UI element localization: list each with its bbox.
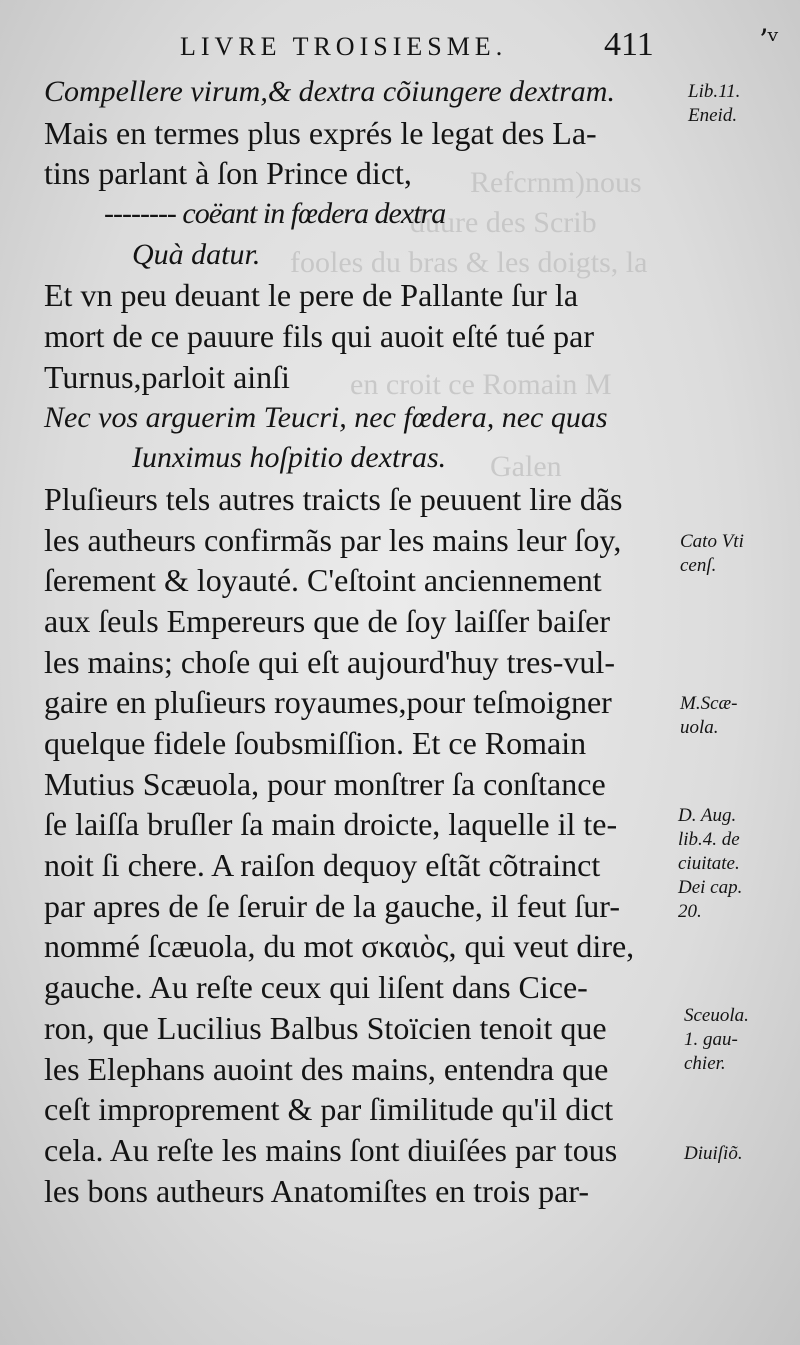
text-line: cela. Au reſte les mains ſont diuiſées par tous — [44, 1131, 618, 1168]
text-line: Et vn peu deuant le pere de Pallante ſur la — [44, 277, 579, 314]
marginal-note: Sceuola. 1. gau- chier. — [684, 1005, 749, 1074]
text-line: aux ſeuls Empereurs que de ſoy laiſſer baiſer — [44, 602, 611, 639]
text-line: quelque fidele ſoubsmiſſion. Et ce Romain — [44, 725, 587, 761]
text-line: les autheurs confirmãs par les mains leur ſoy, — [44, 521, 622, 558]
show-through-text: en croit ce Romain M — [350, 368, 612, 401]
marginal-note: Cato Vti cenſ. — [680, 531, 744, 576]
text-line: Quà datur. — [132, 237, 261, 271]
text-line: Iunximus hoſpitio dextras. — [132, 441, 447, 475]
text-line: les mains; choſe qui eſt aujourd'huy tres-vul- — [44, 643, 615, 680]
text-line: ron, que Lucilius Balbus Stoïcien tenoit que — [44, 1009, 607, 1046]
text-line: gauche. Au reſte ceux qui liſent dans Cice- — [44, 969, 588, 1006]
text-line: nommé ſcæuola, du mot σκαιὸς, qui veut dire, — [44, 928, 635, 965]
text-line: -------- coëant in fœdera dextra — [104, 197, 446, 231]
text-line: Turnus,parloit ainſi — [44, 358, 290, 395]
page-number: 411 — [604, 26, 654, 63]
marginal-note: M.Scæ- uola. — [680, 693, 738, 738]
text-line: Nec vos arguerim Teucri, nec fœdera, nec quas — [44, 400, 608, 434]
text-line: ſerement & loyauté. C'eſtoint anciennement — [44, 562, 602, 599]
text-line: tins parlant à ſon Prince dict, — [44, 155, 412, 192]
show-through-text: Refcrnm)nous — [470, 166, 642, 199]
text-line: Compellere virum,& dextra cõiungere dextram. — [44, 75, 615, 108]
text-line: noit ſi chere. A raiſon dequoy eſtãt cõtrainct — [44, 847, 601, 884]
corner-mark: ʼᵛ — [758, 24, 779, 59]
body-text — [44, 72, 684, 1211]
text-line: les Elephans auoint des mains, entendra que — [44, 1050, 609, 1087]
text-line: Mutius Scæuola, pour monſtrer ſa conſtance — [44, 765, 606, 802]
text-line: par apres de ſe ſeruir de la gauche, il feut ſur- — [44, 887, 620, 924]
marginal-note: Diuiſiõ. — [684, 1143, 743, 1164]
show-through-text: duure des Scrib — [410, 206, 597, 239]
text-line: gaire en pluſieurs royaumes,pour teſmoigner — [44, 684, 612, 721]
text-line: les bons autheurs Anatomiſtes en trois par- — [44, 1172, 590, 1209]
show-through-text: Galen — [490, 450, 562, 483]
text-line: ceſt improprement & par ſimilitude qu'il dict — [44, 1091, 614, 1128]
marginal-note: D. Aug. lib.4. de ciuitate. Dei cap. 20. — [678, 805, 743, 922]
page-header — [180, 24, 779, 72]
marginal-note: Lib.11. Eneid. — [688, 81, 741, 126]
running-head: LIVRE TROISIESME. — [180, 32, 508, 61]
text-line: Pluſieurs tels autres traicts ſe peuuent lire dãs — [44, 480, 623, 517]
show-through-text: fooles du bras & les doigts, la — [290, 246, 648, 279]
text-line: Mais en termes plus exprés le legat des La- — [44, 114, 597, 151]
text-line: mort de ce pauure fils qui auoit eſté tué par — [44, 318, 595, 355]
text-line: ſe laiſſa bruſler ſa main droicte, laquelle il te- — [44, 806, 618, 843]
